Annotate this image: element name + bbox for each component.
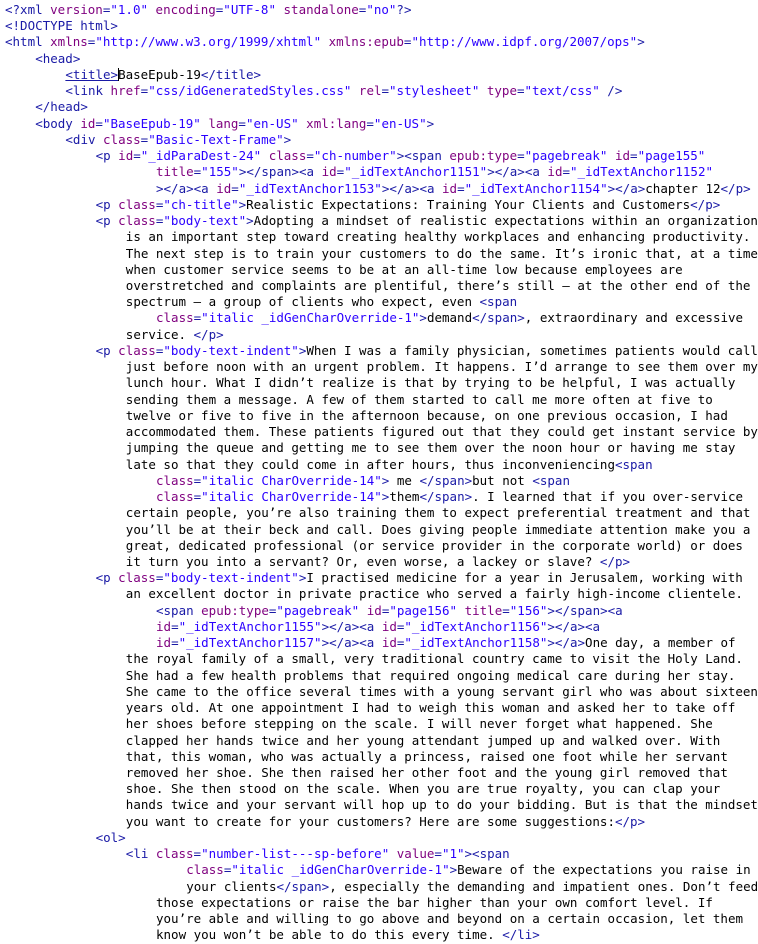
markup-token: </span> — [419, 489, 473, 505]
markup-token: = — [193, 310, 202, 326]
attribute-name: epub:type — [201, 602, 269, 618]
code-line[interactable] — [0, 277, 751, 294]
text-content: that, this woman, who was actually a princess, raised one foot while her servant — [125, 748, 728, 764]
code-line[interactable] — [0, 148, 739, 164]
attribute-name: id — [321, 164, 337, 180]
markup-token: = — [140, 83, 149, 99]
markup-token: = — [171, 635, 179, 651]
markup-token: = — [171, 618, 179, 634]
text-content: it turn you into a servant? Or, even worse, a lackey or slave? — [125, 553, 600, 569]
code-line[interactable] — [0, 310, 744, 326]
code-line[interactable] — [0, 537, 743, 554]
markup-token: = — [366, 115, 374, 131]
attribute-value: "UTF-8" — [223, 2, 276, 17]
markup-token: = — [223, 862, 232, 878]
markup-token — [321, 34, 329, 49]
code-line[interactable] — [0, 895, 739, 911]
attribute-value: "_idTextAnchor1152" — [570, 164, 714, 180]
code-line[interactable] — [0, 814, 739, 830]
text-content: demand — [426, 310, 473, 326]
attribute-value: "italic CharOverride-14" — [201, 472, 382, 488]
text-content: , especially the demanding and impatient ones. Don’t feed — [329, 878, 758, 894]
markup-token: = — [457, 180, 465, 196]
markup-token: > — [449, 862, 458, 878]
markup-token: = — [336, 164, 345, 180]
text-content: chapter 12 — [645, 180, 721, 196]
markup-token: = — [358, 2, 367, 17]
attribute-name: rel — [358, 83, 382, 99]
attribute-name: id — [118, 148, 134, 164]
code-line[interactable] — [0, 505, 751, 521]
code-line[interactable] — [0, 862, 751, 878]
attribute-value: "body-text-indent" — [163, 342, 299, 358]
text-content: them — [389, 489, 420, 505]
text-content: late so that they could come in after hours, thus inconveniencing — [125, 456, 615, 472]
text-content: One day, a member of — [585, 635, 736, 651]
code-line[interactable] — [0, 797, 758, 813]
text-content: Beware of the expectations you raise in — [457, 862, 751, 878]
markup-token: = — [155, 213, 164, 229]
markup-token: = — [517, 148, 525, 164]
markup-token: = — [155, 342, 164, 358]
markup-token: = — [306, 148, 314, 164]
markup-token: = — [155, 570, 164, 586]
code-line[interactable] — [0, 749, 739, 765]
markup-token: </span> — [276, 878, 330, 894]
code-line[interactable] — [0, 375, 739, 391]
markup-token: = — [562, 164, 571, 180]
attribute-value: "en-US" — [245, 115, 299, 131]
code-line[interactable] — [0, 878, 758, 895]
text-content: the royal family of a small, very traditional country came to visit the Holy Land. — [125, 651, 743, 667]
text-content: hands twice and your servant will hop up to do your bidding. But is that the mindset — [125, 797, 758, 813]
attribute-value: "number-list---sp-before" — [201, 846, 390, 862]
markup-token: <html — [5, 34, 51, 50]
markup-token: <p — [95, 196, 119, 212]
markup-token: </title> — [200, 66, 262, 82]
attribute-value: "ch-title" — [163, 196, 239, 212]
code-line[interactable] — [0, 765, 739, 781]
attribute-value: "no" — [366, 2, 397, 17]
code-line[interactable] — [0, 116, 739, 132]
text-content: an excellent doctor in private practice who served a fairly high-income clientele. — [125, 586, 743, 602]
markup-token: > — [637, 34, 645, 50]
code-line[interactable] — [0, 440, 739, 456]
attribute-name: value — [396, 846, 435, 862]
attribute-value: "_idTextAnchor1153" — [238, 180, 382, 196]
markup-token: = — [238, 115, 246, 131]
attribute-name: id — [80, 115, 96, 131]
attribute-value: "Basic-Text-Frame" — [148, 131, 284, 147]
markup-token — [457, 603, 465, 618]
markup-token: </head> — [35, 99, 88, 115]
markup-token: </p> — [614, 813, 646, 829]
code-line[interactable] — [0, 651, 743, 667]
attribute-name: class — [118, 570, 156, 586]
attribute-value: "stylesheet" — [389, 83, 480, 99]
attribute-value: "_idTextAnchor1151" — [344, 164, 488, 180]
text-content: lunch hour. What I didn’t realize is that by trying to be helpful, I was actually — [125, 375, 736, 391]
markup-token: <span — [156, 602, 202, 618]
attribute-value: "http://www.idpf.org/2007/ops" — [411, 34, 638, 50]
text-content: certain people, you’re also training them to expect preferential treatment and that — [125, 505, 751, 521]
code-line[interactable] — [0, 132, 739, 148]
code-line[interactable] — [0, 473, 739, 489]
markup-token: ></a><a — [321, 618, 382, 634]
markup-token — [389, 846, 397, 861]
code-line[interactable] — [0, 603, 739, 619]
attribute-value: "en-US" — [373, 115, 427, 131]
text-content: her shoes before stepping on the scale. I will never forget what happened. She — [125, 716, 713, 732]
markup-token: <ol> — [95, 829, 126, 845]
attribute-name: type — [486, 83, 517, 99]
text-content: clapped her hands twice and her young attendant jumped up and walked over. With — [125, 732, 721, 748]
attribute-name: id — [381, 635, 397, 651]
attribute-value: "1" — [441, 846, 465, 862]
markup-token: ></a> — [547, 635, 586, 651]
text-content: you’re able and willing to go above and beyond on a certain occasion, let them — [156, 911, 743, 927]
attribute-name: id — [216, 180, 232, 196]
markup-token: = — [396, 618, 405, 634]
attribute-name: title — [464, 602, 503, 618]
text-content: your clients — [186, 878, 277, 894]
attribute-name: id — [442, 180, 458, 196]
markup-token: = — [155, 196, 164, 212]
attribute-value: "pagebreak" — [524, 148, 608, 164]
markup-token: <span — [479, 294, 518, 310]
markup-token: ></a><a — [321, 635, 382, 651]
text-content: When I was a family physician, sometimes patients would call — [306, 342, 758, 358]
attribute-value: "_idTextAnchor1158" — [404, 635, 548, 651]
text-content: BaseEpub-19 — [118, 66, 201, 82]
code-line[interactable] — [0, 18, 739, 34]
attribute-value: "italic _idGenCharOverride-1" — [231, 862, 450, 878]
code-line[interactable] — [0, 229, 751, 245]
markup-token: /> — [599, 83, 623, 99]
markup-token: <link — [65, 83, 111, 99]
attribute-name: class — [118, 213, 156, 229]
markup-token: <p — [95, 342, 119, 358]
markup-token — [276, 2, 284, 17]
code-line[interactable] — [0, 570, 743, 586]
markup-token: <body — [35, 115, 81, 131]
attribute-name: id — [156, 618, 172, 634]
text-content: is an important step toward creating healthy workplaces and enhancing productivity. — [125, 229, 751, 245]
code-line[interactable] — [0, 683, 758, 700]
markup-token: = — [193, 472, 202, 488]
markup-token: <div — [65, 131, 104, 147]
code-line[interactable] — [0, 700, 739, 716]
attribute-name: class — [155, 846, 194, 862]
markup-token: > — [381, 472, 397, 488]
markup-token — [359, 603, 367, 618]
attribute-name: class — [268, 148, 307, 164]
markup-token: > — [298, 342, 307, 358]
markup-token: <!DOCTYPE html> — [5, 18, 118, 34]
attribute-name: class — [118, 342, 156, 358]
markup-token: = — [516, 83, 525, 99]
code-line[interactable] — [0, 586, 743, 602]
attribute-name: class — [156, 472, 194, 488]
text-content: overstretched and complaints are plentiful, there’s still — at the other end of the — [125, 277, 751, 293]
attribute-name: xmlns — [50, 34, 88, 50]
text-content: but not — [472, 472, 533, 488]
text-content: great, dedicated professional (or service provider in the corporate world) or does — [125, 537, 743, 553]
code-line[interactable] — [0, 164, 739, 180]
code-line[interactable] — [0, 245, 758, 262]
code-line[interactable] — [0, 392, 739, 408]
markup-token — [607, 148, 615, 163]
markup-token: ></a><a — [381, 180, 443, 196]
text-content: Realistic Expectations: Training Your Clients and Customers — [246, 196, 691, 212]
attribute-value: "_idTextAnchor1157" — [178, 635, 322, 651]
markup-token: > — [298, 570, 307, 586]
text-content: She came to the office several times with a young servant girl who was about sixteen — [125, 683, 758, 699]
code-line[interactable] — [0, 180, 751, 197]
text-content: jumping the queue and getting me to see them over the noon hour or having me stay — [125, 440, 736, 456]
code-line[interactable] — [0, 521, 751, 538]
code-line[interactable] — [0, 554, 739, 570]
markup-token: ></a><a — [156, 180, 217, 196]
attribute-value: "page155" — [637, 148, 706, 164]
markup-token: </span> — [419, 472, 473, 488]
markup-token: = — [630, 148, 638, 164]
markup-token: > — [419, 310, 427, 326]
attribute-value: "text/css" — [524, 83, 600, 99]
attribute-value: "body-text" — [163, 213, 247, 229]
text-content: service. — [125, 326, 194, 342]
text-content: sending them a message. A few of them started to call me more often at five to — [125, 391, 713, 407]
markup-token: </p> — [599, 553, 631, 569]
code-line[interactable] — [0, 67, 739, 83]
attribute-name: href — [110, 83, 141, 99]
text-content: She had a few health problems that required ongoing medical care during her stay. — [125, 667, 736, 683]
code-line[interactable] — [0, 668, 739, 684]
code-line[interactable] — [0, 2, 739, 18]
code-line[interactable] — [0, 781, 739, 797]
attribute-value: "1.0" — [110, 2, 149, 17]
text-content: me — [396, 472, 420, 488]
attribute-value: "ch-number" — [313, 148, 397, 164]
attribute-value: "_idTextAnchor1156" — [404, 618, 548, 634]
markup-token — [261, 148, 269, 163]
attribute-name: xmlns:epub — [328, 34, 404, 50]
attribute-value: "BaseEpub-19" — [102, 115, 201, 131]
markup-token — [351, 83, 359, 98]
markup-token: = — [95, 115, 103, 131]
attribute-name: xml:lang — [306, 115, 367, 131]
attribute-name: class — [156, 310, 194, 326]
code-line[interactable] — [0, 342, 758, 359]
markup-token: <p — [95, 570, 119, 586]
attribute-name: id — [614, 148, 631, 164]
text-content: The next step is to train your customers to do the same. It’s ironic that, at a time — [125, 245, 758, 261]
attribute-name: id — [156, 635, 172, 651]
text-content: those expectations or raise the bar higher than your own comfort level. If — [156, 894, 713, 910]
markup-token: = — [381, 83, 390, 99]
markup-token — [479, 83, 487, 98]
code-line[interactable] — [0, 408, 739, 424]
attribute-value: "body-text-indent" — [163, 570, 299, 586]
markup-token — [148, 2, 156, 17]
attribute-name: id — [366, 602, 382, 618]
code-line[interactable] — [0, 619, 739, 635]
markup-token: ></a><a — [547, 618, 601, 634]
text-content: just before noon with an urgent problem. It happens. I’d arrange to see them over my — [125, 359, 758, 375]
attribute-name: class — [186, 862, 224, 878]
code-line[interactable] — [0, 911, 743, 927]
text-content: I practised medicine for a year in Jerusalem, working with — [306, 570, 743, 586]
code-line[interactable] — [0, 457, 739, 473]
code-line[interactable] — [0, 83, 739, 99]
markup-token: = — [133, 148, 141, 164]
text-content: years old. At one appointment I had to weigh this woman and asked her to take off — [125, 700, 736, 716]
attribute-value: "italic CharOverride-14" — [201, 489, 382, 505]
text-content: twelve or five to five in the afternoon because, on one previous occasion, I had — [125, 407, 728, 423]
attribute-value: "italic _idGenCharOverride-1" — [201, 310, 420, 326]
markup-token: = — [396, 635, 405, 651]
markup-token: = — [87, 34, 96, 50]
attribute-name: class — [103, 131, 141, 147]
text-content: when customer service seems to be at an all-time low because employees are — [125, 261, 683, 277]
markup-token: ></span><a — [238, 164, 322, 180]
attribute-name: id — [547, 164, 563, 180]
markup-token: ></span><a — [547, 602, 623, 618]
code-line[interactable] — [0, 51, 739, 67]
markup-token: </p> — [193, 326, 224, 342]
markup-token: </p> — [690, 196, 721, 212]
text-content: you’ll be at their beck and call. Does giving people immediate attention make you a — [125, 521, 751, 537]
markup-token: = — [140, 131, 149, 147]
code-line[interactable] — [0, 213, 758, 229]
markup-token: </li> — [502, 927, 540, 943]
markup-token: = — [193, 846, 202, 862]
attribute-value: "css/idGeneratedStyles.css" — [148, 83, 352, 99]
code-line[interactable] — [0, 716, 739, 732]
text-content: spectrum — a group of clients who expect, even — [125, 294, 480, 310]
attribute-name: version — [50, 2, 103, 17]
markup-token: <head> — [35, 50, 81, 66]
markup-token: ><span — [396, 148, 450, 164]
text-content: know you won’t be able to do this every time. — [156, 927, 503, 943]
markup-token: <p — [95, 148, 119, 164]
markup-token: = — [193, 489, 202, 505]
code-line[interactable] — [0, 99, 739, 115]
markup-token: </p> — [720, 180, 751, 196]
code-line[interactable] — [0, 197, 739, 213]
attribute-name: encoding — [155, 2, 216, 17]
text-content: accommodated them. These patients figured out that they could get instant service by — [125, 424, 758, 440]
code-line[interactable] — [0, 359, 758, 375]
attribute-value: "http://www.w3.org/1999/xhtml" — [95, 34, 322, 50]
attribute-value: "_idParaDest-24" — [140, 148, 262, 164]
markup-token: ></a> — [607, 180, 646, 196]
code-line[interactable] — [0, 424, 758, 440]
attribute-value: "page156" — [389, 602, 458, 618]
markup-token: = — [268, 602, 277, 618]
text-content: . I learned that if you over-service — [472, 489, 744, 505]
text-content: shoe. She then stood on the scale. When you are true royalty, you can clap your — [125, 781, 721, 797]
markup-token: <span — [532, 472, 570, 488]
attribute-value: "pagebreak" — [276, 602, 360, 618]
text-content: you want to create for your customers? Here are some suggestions: — [125, 813, 615, 829]
markup-token: = — [403, 34, 412, 50]
attribute-name: lang — [208, 115, 239, 131]
markup-token: > — [283, 131, 292, 147]
text-content: removed her shoe. She then raised her other foot and the young girl removed that — [125, 765, 728, 781]
code-line[interactable] — [0, 927, 739, 943]
markup-token: ?> — [396, 2, 412, 17]
markup-token: > — [246, 213, 254, 229]
markup-token: ></a><a — [487, 164, 548, 180]
markup-token: <span — [614, 456, 653, 472]
code-line[interactable] — [0, 34, 739, 50]
attribute-name: id — [381, 618, 397, 634]
code-line[interactable] — [0, 830, 739, 846]
markup-token: <title> — [65, 66, 119, 82]
attribute-name: class — [118, 196, 156, 212]
markup-token: > — [381, 489, 390, 505]
markup-token: = — [102, 2, 111, 17]
attribute-value: "_idTextAnchor1155" — [178, 618, 322, 634]
markup-token: > — [426, 115, 435, 131]
markup-token: <p — [95, 213, 119, 229]
attribute-value: "156" — [509, 602, 548, 618]
markup-token: </span> — [472, 310, 525, 326]
text-content: , extraordinary and excessive — [524, 310, 744, 326]
code-line[interactable] — [0, 635, 739, 651]
code-line[interactable] — [0, 327, 739, 343]
markup-token: <?xml — [5, 2, 51, 17]
attribute-value: "155" — [201, 164, 239, 180]
attribute-value: "_idTextAnchor1154" — [464, 180, 608, 196]
attribute-name: title — [156, 164, 194, 180]
text-content: Adopting a mindset of realistic expectations within an organization — [253, 213, 758, 229]
markup-token: <li — [125, 846, 156, 862]
markup-token: ><span — [464, 846, 510, 862]
code-line[interactable] — [0, 846, 739, 862]
markup-token: = — [502, 602, 510, 618]
code-line[interactable] — [0, 294, 739, 310]
attribute-name: standalone — [283, 2, 359, 17]
markup-token: = — [215, 2, 224, 17]
code-line[interactable] — [0, 733, 739, 749]
markup-token: = — [381, 602, 390, 618]
attribute-name: class — [156, 489, 194, 505]
code-line[interactable] — [0, 489, 744, 505]
attribute-name: epub:type — [449, 148, 518, 164]
code-line[interactable] — [0, 262, 739, 278]
markup-token: > — [238, 196, 247, 212]
markup-token: = — [434, 846, 442, 862]
markup-token: = — [193, 164, 202, 180]
markup-token: = — [231, 180, 239, 196]
